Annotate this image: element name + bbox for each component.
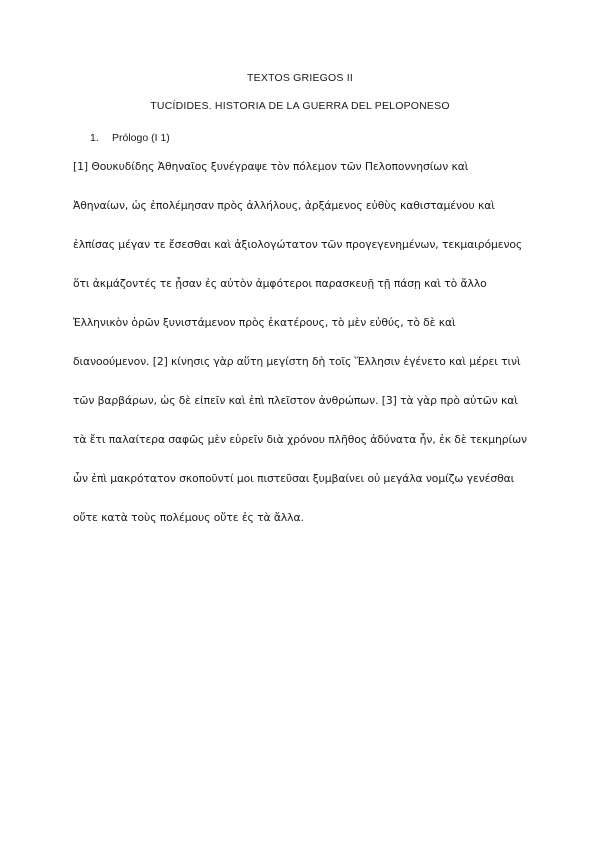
work-title: TUCÍDIDES. HISTORIA DE LA GUERRA DEL PELOPONESO (150, 100, 450, 112)
section-title: Prólogo (I 1) (112, 132, 170, 144)
greek-text-line: Ἀθηναίων, ὡς ἐπολέμησαν πρὸς ἀλλήλους, ἀρξάμενος εὐθὺς καθισταμένου καὶ (73, 199, 495, 212)
section-heading (90, 132, 170, 144)
greek-text-line: ὧν ἐπὶ μακρότατον σκοποῦντί μοι πιστεῦσαι ξυμβαίνει οὐ μεγάλα νομίζω γενέσθαι (73, 472, 515, 485)
greek-text-line: ἐλπίσας μέγαν τε ἔσεσθαι καὶ ἀξιολογώτατον τῶν προγεγενημένων, τεκμαιρόμενος (73, 238, 523, 251)
course-title: TEXTOS GRIEGOS II (247, 72, 353, 84)
greek-text-line: διανοούμενον. [2] κίνησις γὰρ αὕτη μεγίστη δὴ τοῖς Ἕλλησιν ἐγένετο καὶ μέρει τινὶ (73, 355, 521, 368)
greek-text-line: [1] Θουκυδίδης Ἀθηναῖος ξυνέγραψε τὸν πόλεμον τῶν Πελοποννησίων καὶ (73, 160, 469, 173)
greek-text-line: τῶν βαρβάρων, ὡς δὲ εἰπεῖν καὶ ἐπὶ πλεῖστον ἀνθρώπων. [3] τὰ γὰρ πρὸ αὐτῶν καὶ (73, 394, 518, 407)
greek-text-line: ὅτι ἀκμάζοντές τε ᾖσαν ἐς αὐτὸν ἀμφότεροι παρασκευῇ τῇ πάσῃ καὶ τὸ ἄλλο (73, 277, 487, 290)
greek-text-line: τὰ ἔτι παλαίτερα σαφῶς μὲν εὑρεῖν διὰ χρόνου πλῆθος ἀδύνατα ἦν, ἐκ δὲ τεκμηρίων (73, 433, 527, 446)
greek-text-line: οὔτε κατὰ τοὺς πολέμους οὔτε ἐς τὰ ἄλλα. (73, 511, 304, 524)
section-number: 1. (90, 132, 99, 144)
greek-text-line: Ἑλληνικὸν ὁρῶν ξυνιστάμενον πρὸς ἑκατέρους, τὸ μὲν εὐθύς, τὸ δὲ καὶ (73, 316, 456, 329)
